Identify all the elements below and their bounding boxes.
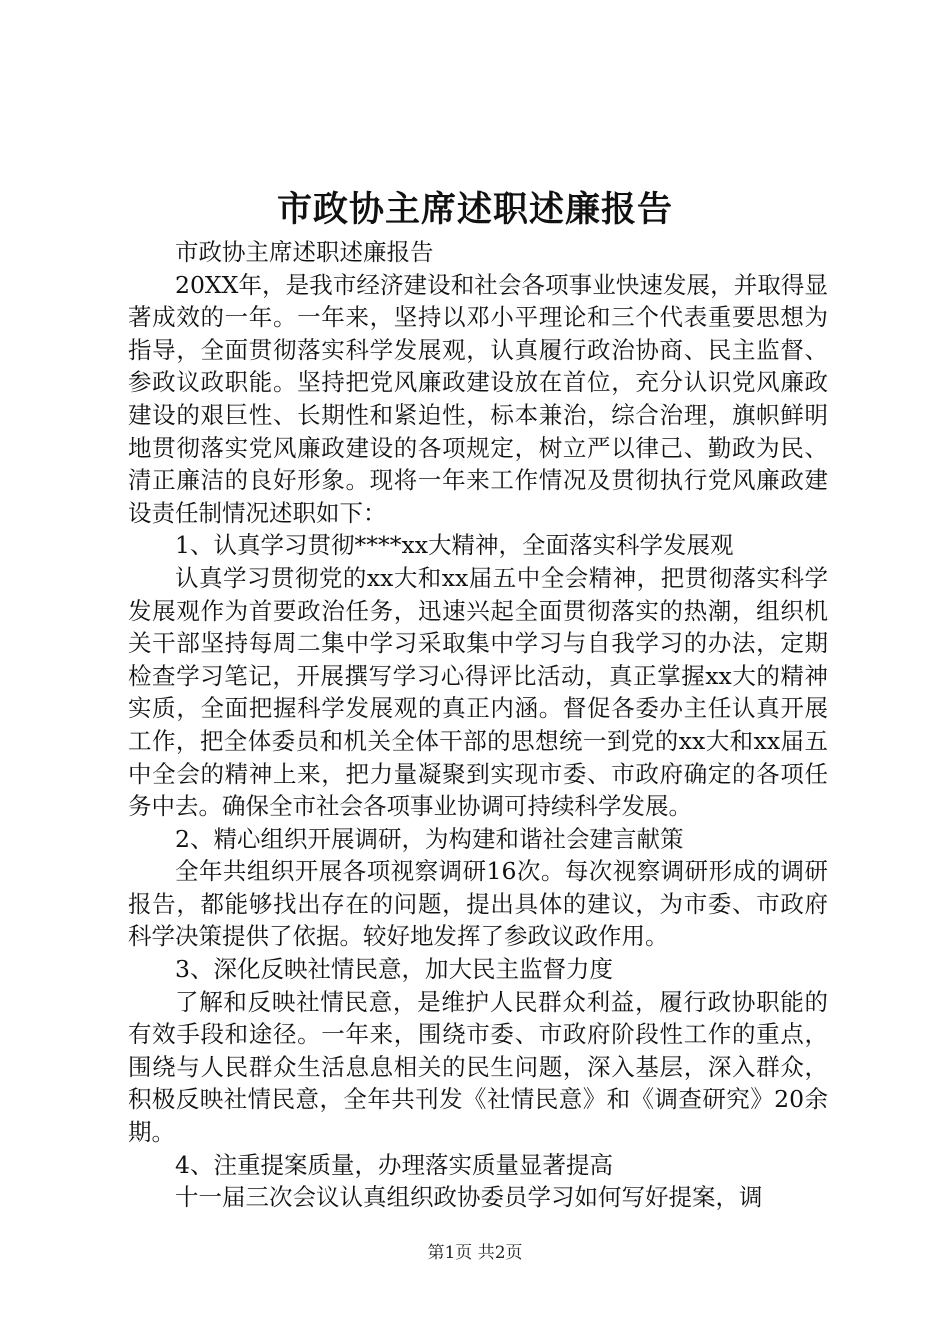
document-body [128,236,828,1214]
paragraph-subtitle: 市政协主席述职述廉报告 [175,238,434,266]
section-heading-1: 1、认真学习贯彻****xx大精神，全面落实科学发展观 [175,531,734,560]
section-heading-2: 2、精心组织开展调研，为构建和谐社会建言献策 [175,824,684,853]
paragraph-intro: 20XX年，是我市经济建设和社会各项事业快速发展，并取得显著成效的一年。一年来，坚持以邓小平理论和三个代表重要思想为指导，全面贯彻落实科学发展观，认真履行政治协商、民主监督、参政议政职能。坚持把党风廉政建设放在首位，充分认识党风廉政建设的艰巨性、长期性和紧迫性，标本兼治，综合治理，旗帜鲜明地贯彻落实党风廉政建设的各项规定，树立严以律己、勤政为民、清正廉洁的良好形象。现将一年来工作情况及贯彻执行党风廉政建设责任制情况述职如下： [128,270,828,527]
section-heading-4: 4、注重提案质量，办理落实质量显著提高 [175,1150,613,1179]
section-body-3: 了解和反映社情民意，是维护人民群众利益，履行政协职能的有效手段和途径。一年来，围绕市委、市政府阶段性工作的重点，围绕与人民群众生活息息相关的民生问题，深入基层，深入群众，积极反映社情民意，全年共刊发《社情民意》和《调查研究》20余期。 [128,987,828,1147]
section-body-1: 认真学习贯彻党的xx大和xx届五中全会精神，把贯彻落实科学发展观作为首要政治任务，迅速兴起全面贯彻落实的热潮，组织机关干部坚持每周二集中学习采取集中学习与自我学习的办法，定期检查学习笔记，开展撰写学习心得评比活动，真正掌握xx大的精神实质，全面把握科学发展观的真正内涵。督促各委办主任认真开展工作，把全体委员和机关全体干部的思想统一到党的xx大和xx届五中全会的精神上来，把力量凝聚到实现市委、市政府确定的各项任务中去。确保全市社会各项事业协调可持续科学发展。 [128,563,828,821]
section-heading-3: 3、深化反映社情民意，加大民主监督力度 [175,955,613,984]
section-body-4: 十一届三次会议认真组织政协委员学习如何写好提案，调 [175,1183,763,1212]
section-body-2: 全年共组织开展各项视察调研16次。每次视察调研形成的调研报告，都能够找出存在的问题，提出具体的建议，为市委、市政府科学决策提供了依据。较好地发挥了参政议政作用。 [128,857,828,951]
page-number: 第1页 共2页 [427,1243,523,1263]
document-title: 市政协主席述职述廉报告 [276,189,673,230]
